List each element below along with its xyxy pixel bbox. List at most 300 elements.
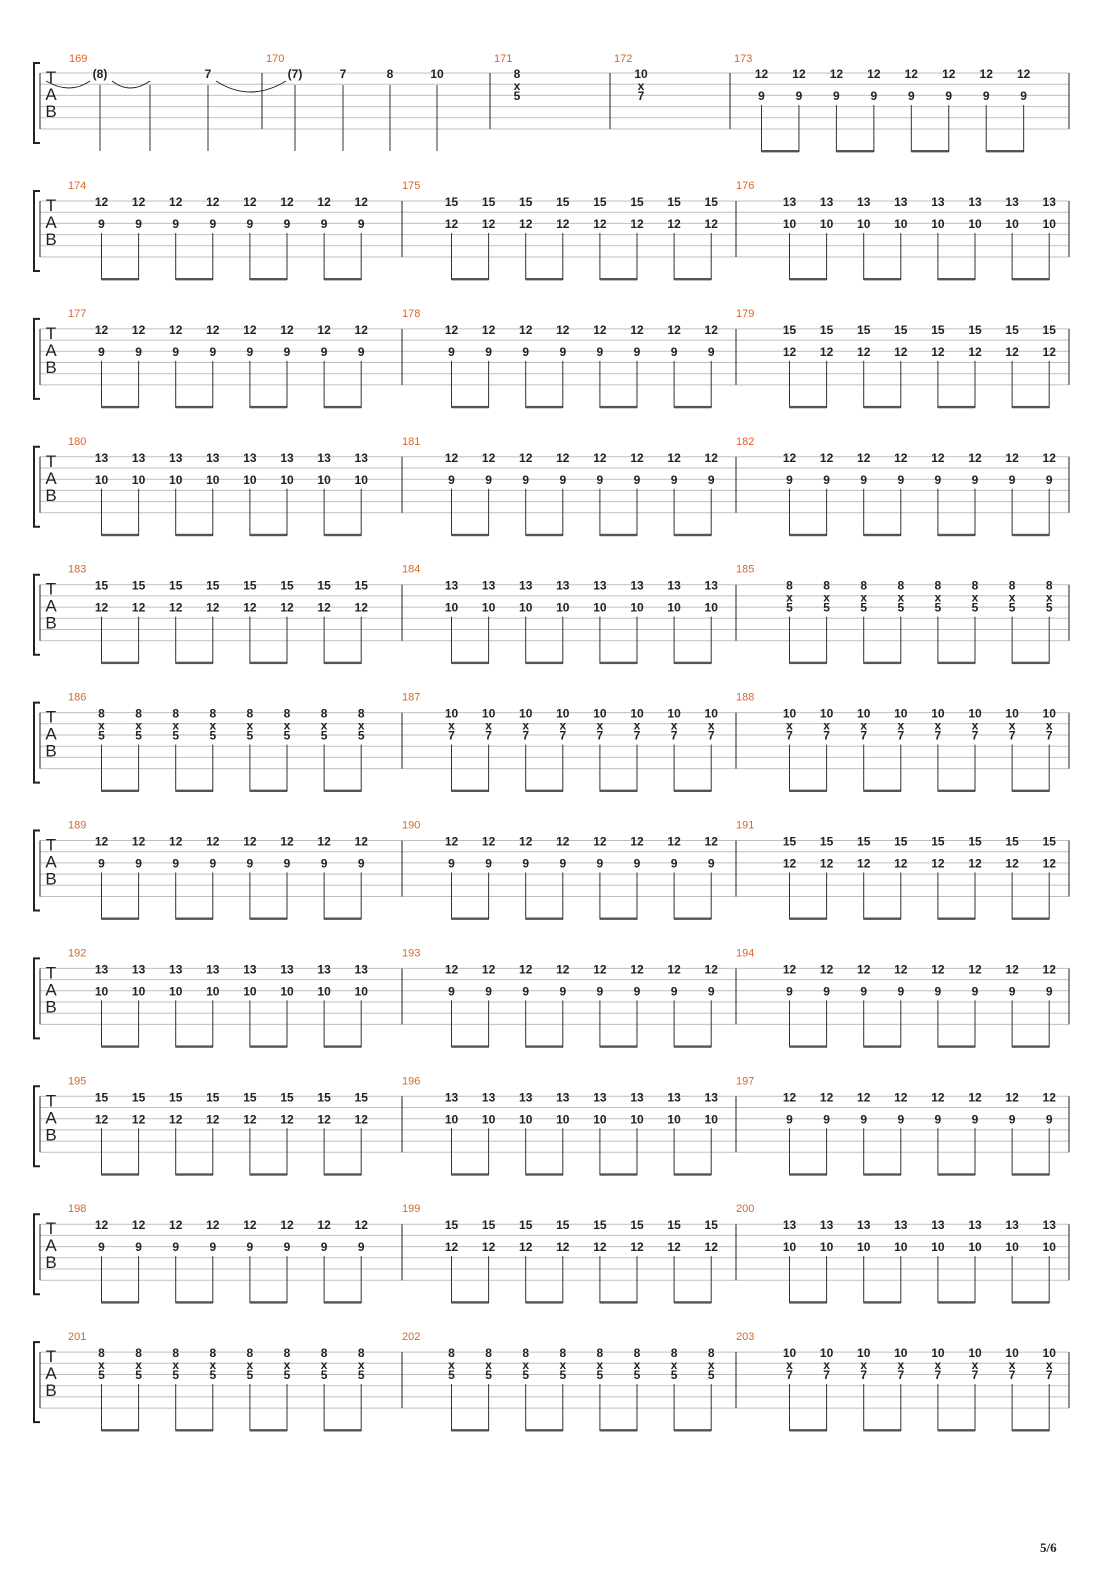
fret-number: 10 [931,1346,945,1361]
beam [674,1173,711,1175]
beam [452,278,489,280]
fret-number: 5 [522,1368,530,1383]
fret-number: 13 [243,450,257,465]
fret-number: 9 [135,1240,142,1255]
fret-number: 12 [444,834,459,849]
fret-number: 12 [1005,856,1019,871]
tab-label-a: A [45,980,57,1000]
fret-number: 10 [94,984,109,999]
fret-number: 5 [209,1368,217,1383]
fret-number: 12 [131,834,146,849]
fret-number: 15 [131,1090,146,1105]
fret-number: 10 [1042,1240,1056,1255]
tab-label-t: T [45,1219,57,1239]
beam [324,918,361,920]
fret-number: 9 [1008,472,1016,487]
fret-number: 9 [448,984,455,999]
beam [324,1173,361,1175]
fret-number: 12 [94,322,109,337]
beam [176,1173,213,1175]
fret-number: 12 [1016,67,1031,81]
fret-number: 15 [354,1090,368,1105]
fret-number: 12 [857,856,871,871]
fret-number: 15 [593,195,607,209]
dead-note: x [670,1358,678,1373]
fret-number: 12 [94,1112,109,1127]
fret-number: 12 [704,322,718,337]
fret-number: 5 [98,728,105,743]
fret-number: 12 [942,67,956,81]
fret-number: 5 [246,728,254,743]
beam [790,278,827,280]
beam [452,790,489,792]
dead-note: x [320,1358,328,1373]
fret-number: 8 [172,1346,180,1361]
measure-number: 198 [68,1203,87,1216]
dead-note: x [357,718,365,733]
dead-note: x [897,590,905,605]
fret-number: 12 [593,1240,607,1255]
fret-number: 15 [1005,834,1019,849]
system-1 [34,53,1069,152]
fret-number: 12 [94,600,109,615]
beam [102,918,139,920]
fret-number: 9 [758,89,765,103]
dead-note: x [1045,718,1053,733]
fret-number: 13 [169,450,183,465]
fret-number: 10 [1005,1346,1019,1361]
fret-number: 12 [243,1218,257,1233]
fret-number: 12 [667,450,681,465]
fret-number: 8 [1045,578,1053,593]
fret-number: 9 [633,856,641,871]
fret-number: 5 [320,728,328,743]
beam [1012,1301,1049,1303]
beam [911,150,948,152]
fret-number: 8 [559,1346,567,1361]
fret-number: 10 [354,472,368,487]
measure-number: 193 [402,947,421,960]
measure-number: 183 [68,563,87,576]
fret-number: 7 [448,728,455,743]
dead-note: x [448,718,455,733]
fret-number: 15 [317,578,331,593]
fret-number: 12 [630,834,644,849]
beam [938,406,975,408]
fret-number: 12 [931,450,945,465]
fret-number: 12 [519,962,533,977]
fret-number: 7 [934,1368,942,1383]
fret-number: 15 [667,195,681,209]
beam [324,790,361,792]
fret-number: 15 [481,195,496,209]
beam [250,406,287,408]
fret-number: 10 [857,706,871,721]
fret-number: 8 [971,578,979,593]
fret-number: 9 [246,217,254,231]
dead-note: x [559,718,567,733]
fret-number: 13 [667,1090,681,1105]
fret-number: 12 [169,322,183,337]
fret-number: 8 [386,67,394,81]
fret-number: 9 [897,984,905,999]
fret-number: 12 [894,962,908,977]
tab-label-b: B [45,230,57,249]
fret-number: 13 [519,1090,533,1105]
fret-number: 15 [593,1218,607,1233]
beam [938,1429,975,1431]
dead-note: x [448,1358,455,1373]
tab-label-b: B [45,357,57,377]
fret-number: 9 [209,217,217,231]
dead-note: x [98,1358,105,1373]
fret-number: 12 [667,322,681,337]
fret-number: 13 [704,578,718,593]
tab-label-b: B [45,1253,57,1273]
beam [526,1429,563,1431]
fret-number: 5 [357,1368,365,1383]
measure-number: 178 [402,307,421,320]
tab-label-b: B [45,869,57,889]
dead-note: x [860,1358,868,1373]
fret-number: 10 [630,600,644,615]
fret-number: 10 [667,600,681,615]
fret-number: 8 [448,1346,455,1361]
tab-label-b: B [45,102,57,121]
fret-number: 9 [934,472,942,487]
fret-number: 8 [823,578,830,593]
fret-number: 10 [630,706,644,721]
measure-number: 171 [494,53,513,65]
fret-number: 13 [94,450,109,465]
beam [102,534,139,536]
fret-number: 9 [559,344,567,359]
measure-number: 197 [736,1075,755,1088]
fret-number: 9 [1020,89,1027,103]
dead-note: x [860,718,868,733]
fret-number: 10 [280,984,294,999]
fret-number: 8 [246,706,254,721]
fret-number: 8 [283,1346,291,1361]
fret-number: 9 [98,1240,105,1255]
beam [836,150,873,152]
fret-number: 10 [317,984,331,999]
fret-number: 5 [860,600,868,615]
fret-number: 8 [522,1346,530,1361]
fret-number: 10 [704,706,718,721]
fret-number: 12 [931,962,945,977]
fret-number: 10 [430,67,444,81]
dead-note: x [633,718,641,733]
beam [600,534,637,536]
tab-label-a: A [45,1236,57,1256]
dead-note: x [357,1358,365,1373]
tab-label-a: A [45,1364,57,1384]
tab-label-t: T [45,707,57,727]
fret-number: 12 [782,1090,797,1105]
measure-number: 200 [736,1203,755,1216]
fret-number: 12 [481,962,496,977]
fret-number: 15 [280,578,294,593]
fret-number: 10 [819,1346,834,1361]
fret-number: 10 [1042,1346,1056,1361]
fret-number: 10 [519,706,533,721]
fret-number: 10 [968,217,982,231]
fret-number: 10 [481,1112,496,1127]
fret-number: 12 [857,962,871,977]
beam [864,662,901,664]
fret-number: 8 [897,578,905,593]
beam [1012,662,1049,664]
tab-label-b: B [45,613,57,633]
fret-number: 12 [556,217,570,231]
fret-number: 13 [819,1218,834,1233]
fret-number: 15 [556,195,570,209]
fret-number: 9 [670,984,678,999]
fret-number: 7 [670,728,678,743]
beam [864,1301,901,1303]
fret-number: 9 [246,856,254,871]
fret-number: 12 [593,322,607,337]
fret-number: 13 [857,1218,871,1233]
fret-number: 9 [1008,1112,1016,1127]
fret-number: 12 [206,600,220,615]
fret-number: 12 [894,344,908,359]
fret-number: 13 [857,195,871,209]
fret-number: 13 [894,195,908,209]
fret-number: 15 [169,578,183,593]
beam [176,278,213,280]
fret-number: 7 [339,67,347,81]
fret-number: 9 [596,344,604,359]
dead-note: x [934,718,942,733]
beam [938,662,975,664]
fret-number: 5 [670,1368,678,1383]
fret-number: 15 [131,578,146,593]
fret-number: 15 [243,1090,257,1105]
beam [324,1429,361,1431]
fret-number: 15 [819,322,834,337]
fret-number: 12 [867,67,881,81]
beam [452,1301,489,1303]
tab-label-t: T [45,835,57,855]
fret-number: 12 [169,1112,183,1127]
system-bracket [34,958,40,1038]
fret-number: 9 [897,472,905,487]
fret-number: 10 [593,1112,607,1127]
beam [864,406,901,408]
beam [790,1173,827,1175]
beam [1012,918,1049,920]
fret-number: 9 [596,984,604,999]
fret-number: 9 [320,856,328,871]
dead-note: x [670,718,678,733]
measure-number: 194 [736,947,755,960]
beam [324,662,361,664]
fret-number: 10 [206,472,220,487]
dead-note: x [633,1358,641,1373]
fret-number: 9 [320,217,328,231]
fret-number: 12 [894,450,908,465]
tab-label-a: A [45,852,57,872]
fret-number: 15 [519,195,533,209]
fret-number: 12 [243,600,257,615]
measure-number: 202 [402,1331,421,1344]
fret-number: 10 [94,472,109,487]
fret-number: 7 [897,728,905,743]
fret-number: 13 [131,962,146,977]
beam [526,1301,563,1303]
fret-number: 9 [823,1112,830,1127]
fret-number: 5 [934,600,942,615]
fret-number: 13 [94,962,109,977]
fret-number: 7 [1008,728,1016,743]
fret-number: 12 [280,195,294,209]
beam [102,1173,139,1175]
measure-number: 192 [68,947,87,960]
dead-note: x [559,1358,567,1373]
tab-label-t: T [45,323,57,343]
fret-number: 9 [209,344,217,359]
fret-number: 12 [593,962,607,977]
dead-note: x [513,79,521,93]
fret-number: 5 [448,1368,455,1383]
fret-number: 9 [98,856,105,871]
fret-number: 12 [857,344,871,359]
beam [938,534,975,536]
fret-number: 15 [931,322,945,337]
fret-number: 12 [968,962,982,977]
fret-number: 12 [630,322,644,337]
fret-number: 8 [707,1346,715,1361]
fret-number: 9 [633,984,641,999]
fret-number: 10 [819,706,834,721]
dead-note: x [283,1358,291,1373]
fret-number: 8 [670,1346,678,1361]
beam [1012,534,1049,536]
fret-number: 13 [1005,1218,1019,1233]
beam [102,278,139,280]
fret-number: 8 [135,1346,142,1361]
beam [250,918,287,920]
beam [938,918,975,920]
measure-number: 172 [614,53,633,65]
fret-number: 5 [513,89,521,103]
fret-number: 12 [243,834,257,849]
fret-number: 10 [444,1112,459,1127]
dead-note: x [823,590,830,605]
system-11 [34,1331,1069,1431]
dead-note: x [135,718,142,733]
beam [526,1173,563,1175]
beam [250,278,287,280]
measure-number: 176 [736,180,755,192]
fret-number: 12 [206,195,220,209]
fret-number: 15 [894,322,908,337]
fret-number: 9 [559,856,567,871]
fret-number: 9 [707,856,715,871]
dead-note: x [485,1358,492,1373]
fret-number: 12 [131,1112,146,1127]
fret-number: 5 [172,728,180,743]
fret-number: 12 [94,1218,109,1233]
beam [452,918,489,920]
fret-number: 12 [243,195,257,209]
tab-label-a: A [45,1108,57,1128]
dead-note: x [971,590,979,605]
dead-note: x [1008,718,1016,733]
fret-number: 12 [519,217,533,231]
fret-number: 9 [934,984,942,999]
fret-number: 8 [320,1346,328,1361]
fret-number: 12 [206,1112,220,1127]
fret-number: 13 [630,1090,644,1105]
beam [938,1045,975,1047]
beam [250,790,287,792]
beam [674,1429,711,1431]
tie [216,81,286,92]
fret-number: 10 [481,706,496,721]
beam [102,662,139,664]
fret-number: 5 [98,1368,105,1383]
fret-number: 9 [283,217,291,231]
beam [452,1045,489,1047]
fret-number: 8 [1008,578,1016,593]
beam [102,1045,139,1047]
fret-number: 15 [931,834,945,849]
measure-number: 175 [402,180,421,192]
fret-number: 12 [904,67,918,81]
beam [674,918,711,920]
fret-number: 7 [559,728,567,743]
fret-number: 10 [481,600,496,615]
fret-number: 9 [485,856,492,871]
fret-number: 12 [556,322,570,337]
system-4 [34,436,1069,536]
measure-number: 196 [402,1075,421,1088]
fret-number: 12 [280,1112,294,1127]
fret-number: 10 [131,472,146,487]
measure-number: 184 [402,563,421,576]
fret-number: 12 [593,450,607,465]
system-7 [34,820,1069,920]
measure-number: 181 [402,435,421,448]
measure-number: 185 [736,563,755,576]
system-bracket [34,1342,40,1422]
dead-note: x [522,1358,530,1373]
fret-number: 12 [444,450,459,465]
fret-number: 12 [819,962,834,977]
fret-number: 12 [169,600,183,615]
fret-number: 5 [786,600,793,615]
system-bracket [34,447,40,527]
dead-note: x [596,718,604,733]
measure-number: 174 [68,180,87,192]
fret-number: 5 [897,600,905,615]
fret-number: 12 [354,322,368,337]
fret-number: 15 [243,578,257,593]
fret-number: 9 [945,89,953,103]
fret-number: 5 [707,1368,715,1383]
fret-number: 9 [707,344,715,359]
fret-number: 12 [593,834,607,849]
fret-number: 15 [667,1218,681,1233]
beam [102,406,139,408]
fret-number: 12 [169,1218,183,1233]
measure-number: 180 [68,435,87,448]
fret-number: 13 [131,450,146,465]
fret-number: 15 [782,834,797,849]
